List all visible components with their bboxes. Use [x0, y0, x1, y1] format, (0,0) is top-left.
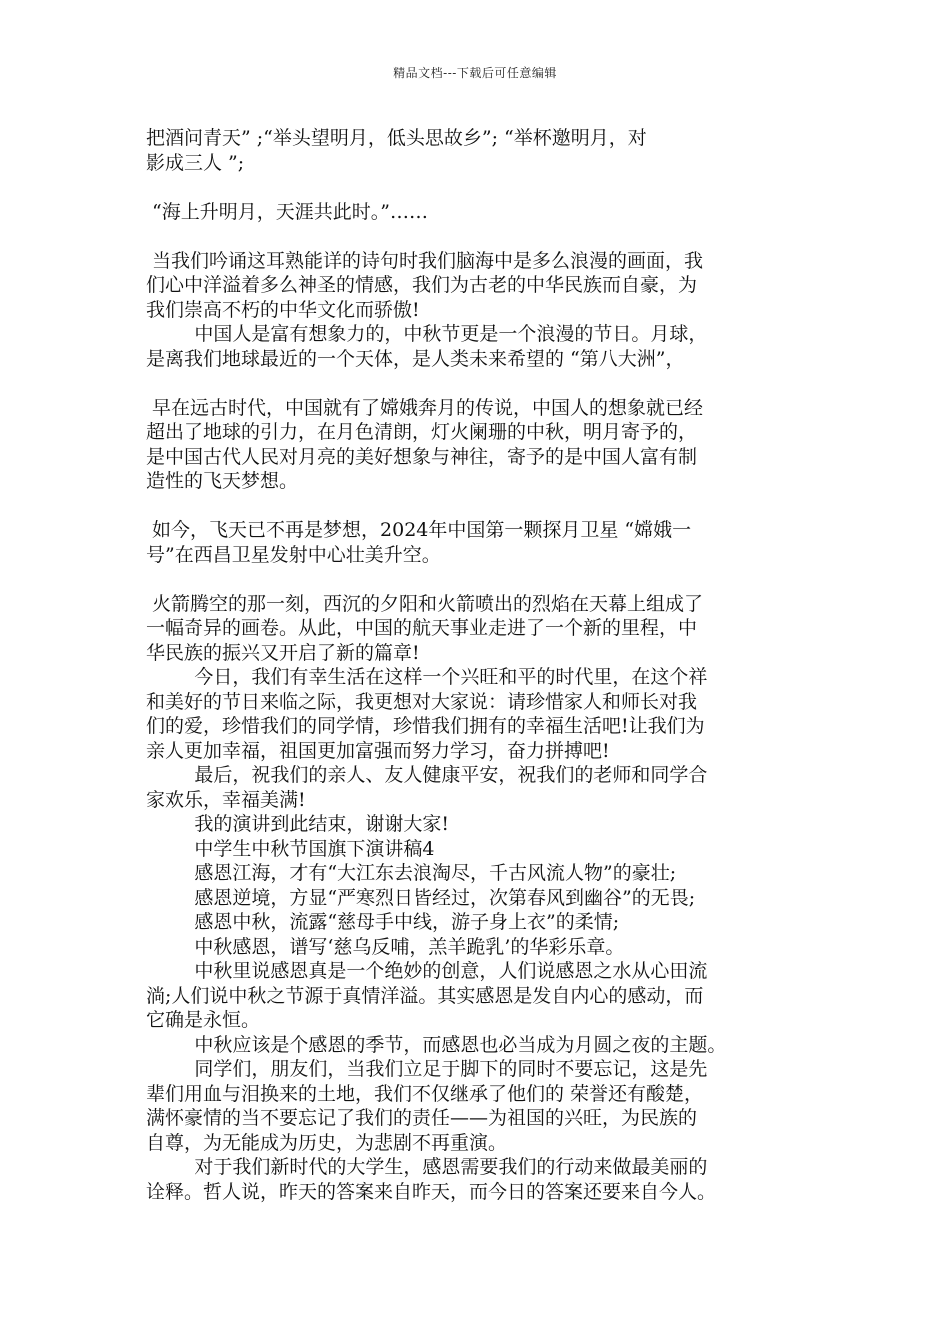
- text-line: 和美好的节日来临之际，我更想对大家说：请珍惜家人和师长对我: [146, 690, 698, 713]
- blank-line: [146, 567, 816, 592]
- document-body: [146, 126, 816, 1204]
- text-line: 感恩逆境，方显“严寒烈日皆经过，次第春风到幽谷”的无畏;: [146, 886, 696, 909]
- text-line: 辈们用血与泪换来的土地，我们不仅继承了他们的 荣誉还有酸楚，: [146, 1082, 704, 1105]
- text-line: 号”在西昌卫星发射中心壮美升空。: [146, 543, 441, 566]
- blank-line: [146, 224, 816, 249]
- text-line: 感恩中秋，流露“慈母手中线，游子身上衣”的柔情;: [146, 911, 620, 933]
- text-line: 感恩江海，才有“大江东去浪淘尽，千古风流人物”的豪壮;: [146, 862, 677, 884]
- text-line: 满怀豪情的当不要忘记了我们的责任——为祖国的兴旺，为民族的: [146, 1107, 698, 1129]
- blank-line: [146, 494, 816, 519]
- text-line: 我的演讲到此结束，谢谢大家!: [146, 813, 449, 835]
- text-line: 家欢乐，幸福美满!: [146, 788, 306, 811]
- blank-line: [146, 175, 816, 200]
- text-line: 是离我们地球最近的一个天体，是人类未来希望的 “第八大洲”，: [146, 347, 685, 370]
- text-line: 今日，我们有幸生活在这样一个兴旺和平的时代里，在这个祥: [146, 666, 708, 688]
- text-line: 们的爱，珍惜我们的同学情，珍惜我们拥有的幸福生活吧!让我们为: [146, 715, 705, 737]
- text-line: 同学们，朋友们，当我们立足于脚下的同时不要忘记，这是先: [146, 1058, 708, 1080]
- text-line: 一幅奇异的画卷。从此，中国的航天事业走进了一个新的里程，中: [146, 617, 698, 639]
- text-line: 中学生中秋节国旗下演讲稿4: [146, 837, 435, 860]
- text-line: 是中国古代人民对月亮的美好想象与神往，寄予的是中国人富有制: [146, 445, 698, 468]
- text-line: 诠释。哲人说，昨天的答案来自昨天，而今日的答案还要来自今人。: [146, 1180, 717, 1203]
- text-line: 华民族的振兴又开启了新的篇章!: [146, 641, 420, 664]
- text-line: 中国人是富有想象力的，中秋节更是一个浪漫的节日。月球，: [146, 323, 708, 345]
- text-line: 造性的飞天梦想。: [146, 470, 299, 492]
- text-line: 自尊，为无能成为历史，为悲剧不再重演。: [146, 1131, 508, 1154]
- text-line: 火箭腾空的那一刻，西沉的夕阳和火箭喷出的烈焰在天幕上组成了: [146, 592, 704, 615]
- text-line: 它确是永恒。: [146, 1009, 261, 1031]
- text-line: 我们崇高不朽的中华文化而骄傲!: [146, 298, 420, 321]
- text-line: 当我们吟诵这耳熟能详的诗句时我们脑海中是多么浪漫的画面，我: [146, 249, 704, 272]
- text-line: 亲人更加幸福，祖国更加富强而努力学习，奋力拼搏吧!: [146, 739, 610, 762]
- text-line: 超出了地球的引力，在月色清朗，灯火阑珊的中秋，明月寄予的，: [146, 421, 698, 443]
- text-line: “海上升明月，天涯共此时。”……: [146, 200, 428, 223]
- text-line: 淌;人们说中秋之节源于真情洋溢。其实感恩是发自内心的感动，而: [146, 984, 704, 1007]
- blank-line: [146, 371, 816, 396]
- text-line: 对于我们新时代的大学生，感恩需要我们的行动来做最美丽的: [146, 1156, 708, 1178]
- text-line: 们心中洋溢着多么神圣的情感，我们为古老的中华民族而自豪，为: [146, 274, 698, 296]
- text-line: 中秋里说感恩真是一个绝妙的创意，人们说感恩之水从心田流: [146, 960, 708, 982]
- text-line: 早在远古时代，中国就有了嫦娥奔月的传说，中国人的想象就已经: [146, 396, 704, 419]
- text-line: 如今，飞天已不再是梦想，2024年中国第一颗探月卫星 “嫦娥一: [146, 519, 692, 541]
- text-line: 中秋应该是个感恩的季节，而感恩也必当成为月圆之夜的主题。: [146, 1033, 727, 1056]
- text-line: 中秋感恩，谱写‘慈乌反哺，羔羊跪乳’的华彩乐章。: [146, 935, 625, 958]
- text-line: 影成三人 ”;: [146, 151, 245, 174]
- text-line: 把酒问青天” ;“举头望明月，低头思故乡”; “举杯邀明月，对: [146, 127, 647, 149]
- text-line: 最后，祝我们的亲人、友人健康平安，祝我们的老师和同学合: [146, 764, 708, 786]
- page-header: 精品文档---下载后可任意编辑: [393, 66, 557, 80]
